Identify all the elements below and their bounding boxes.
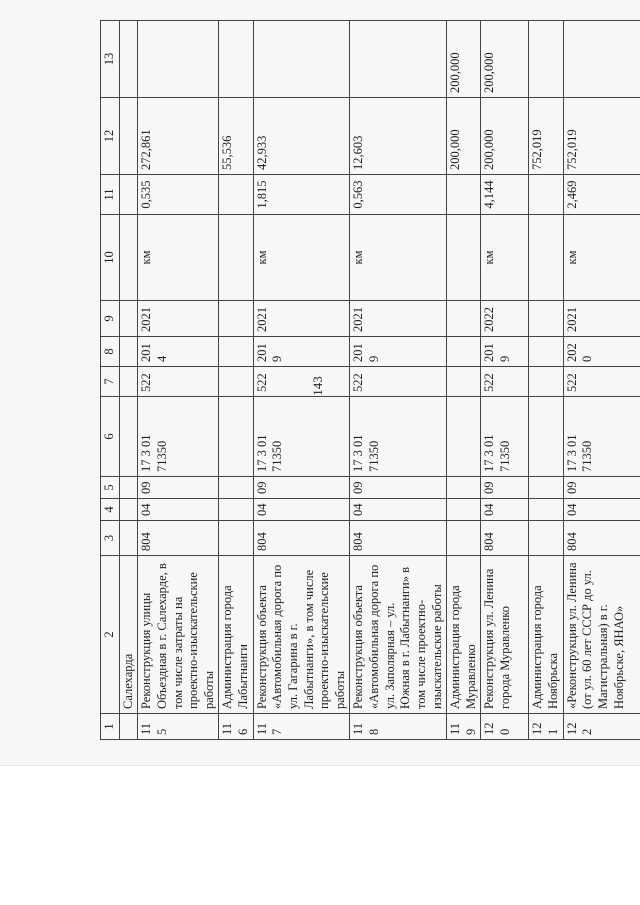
description-cell: Реконструкция улицы Объездная в г. Салехарде, в том числе затраты на проектно-изыскательские работы [138, 556, 219, 714]
table-cell: 2022 [481, 301, 529, 337]
unit-cell [529, 215, 563, 301]
table-cell [447, 175, 481, 215]
table-cell [529, 175, 563, 215]
table-cell [529, 367, 563, 397]
amount-cell: 42,933 [253, 98, 350, 175]
unit-cell: км [138, 215, 219, 301]
row-number-cell: 122 [563, 714, 640, 740]
row-number-cell: 116 [219, 714, 253, 740]
table-row [447, 21, 481, 740]
row-number-cell: 119 [447, 714, 481, 740]
table-row [350, 21, 447, 740]
column-header: 13 [101, 21, 120, 98]
table-cell: 0,535 [138, 175, 219, 215]
table-cell: 04 [253, 499, 350, 521]
amount-cell [219, 21, 253, 98]
table-cell: Салехарда [119, 556, 138, 714]
table-cell: 04 [563, 499, 640, 521]
table-cell: 2021 [253, 301, 350, 337]
table-cell [529, 337, 563, 367]
table-cell: 804 [253, 521, 350, 556]
table-cell: 17 3 01 71350 [350, 397, 447, 477]
table-cell: 804 [350, 521, 447, 556]
amount-cell: 200,000 [481, 21, 529, 98]
table-cell: 2014 [138, 337, 219, 367]
table-cell: 09 [563, 477, 640, 499]
table-cell [529, 499, 563, 521]
table-cell [119, 521, 138, 556]
column-header: 11 [101, 175, 120, 215]
amount-cell [529, 21, 563, 98]
table-cell: 522 [138, 367, 219, 397]
table-cell: 09 [350, 477, 447, 499]
unit-cell: км [253, 215, 350, 301]
column-header: 4 [101, 499, 120, 521]
description-cell: Администрация города Ноябрьска [529, 556, 563, 714]
table-cell: 09 [138, 477, 219, 499]
table-cell [219, 367, 253, 397]
column-header: 9 [101, 301, 120, 337]
page-number: 143 [310, 376, 325, 396]
column-header: 2 [101, 556, 120, 714]
description-cell: Реконструкция ул. Ленина города Муравленко [481, 556, 529, 714]
table-cell [219, 301, 253, 337]
table-cell: 2021 [563, 301, 640, 337]
table-cell: 2021 [138, 301, 219, 337]
table-row [529, 21, 563, 740]
table-cell [447, 367, 481, 397]
column-header: 8 [101, 337, 120, 367]
table-cell: 17 3 01 71350 [563, 397, 640, 477]
amount-cell [253, 21, 350, 98]
table-cell [119, 21, 138, 98]
unit-cell: км [350, 215, 447, 301]
table-cell [529, 477, 563, 499]
table-cell: 17 3 01 71350 [253, 397, 350, 477]
table-cell: 17 3 01 71350 [481, 397, 529, 477]
table-cell: 522 [350, 367, 447, 397]
amount-cell: 12,603 [350, 98, 447, 175]
table-cell [119, 714, 138, 740]
description-cell: Реконструкция объекта «Автомобильная дорога по ул. Заполярная – ул. Южная в г. Лабытнанги» в том числе проектно-изыскательские работы [350, 556, 447, 714]
table-cell: 2019 [253, 337, 350, 367]
column-header: 12 [101, 98, 120, 175]
table-cell [219, 521, 253, 556]
column-header: 1 [101, 714, 120, 740]
table-cell [119, 499, 138, 521]
amount-cell [138, 21, 219, 98]
column-header: 3 [101, 521, 120, 556]
amount-cell: 200,000 [447, 98, 481, 175]
amount-cell: 200,000 [481, 98, 529, 175]
table-cell [119, 98, 138, 175]
table-cell [219, 175, 253, 215]
amount-cell [563, 21, 640, 98]
table-cell [119, 477, 138, 499]
table-row [563, 21, 640, 740]
table-row [481, 21, 529, 740]
row-number-cell: 121 [529, 714, 563, 740]
table-cell: 1,815 [253, 175, 350, 215]
table-cell [119, 337, 138, 367]
table-cell [447, 477, 481, 499]
table-cell [219, 499, 253, 521]
table-cell: 2019 [350, 337, 447, 367]
description-cell: «Реконструкция ул. Ленина (от ул. 60 лет СССР до ул. Магистральная) в г. Ноябрьске, ЯНАО» [563, 556, 640, 714]
table-cell [529, 521, 563, 556]
table-row [138, 21, 219, 740]
unit-cell: км [481, 215, 529, 301]
table-row [253, 21, 350, 740]
row-number-cell: 117 [253, 714, 350, 740]
row-number-cell: 120 [481, 714, 529, 740]
table-cell [119, 215, 138, 301]
rotated-table-container [100, 22, 626, 740]
column-header: 6 [101, 397, 120, 477]
budget-table [100, 20, 640, 740]
unit-cell [219, 215, 253, 301]
amount-cell: 55,536 [219, 98, 253, 175]
description-cell: Реконструкция объекта «Автомобильная дорога по ул. Гагарина в г. Лабытнанги», в том числе проектно-изыскательские работы [253, 556, 350, 714]
table-cell: 522 [253, 367, 350, 397]
table-cell [447, 301, 481, 337]
table-cell [529, 397, 563, 477]
column-header: 10 [101, 215, 120, 301]
table-cell [529, 301, 563, 337]
table-cell: 2020 [563, 337, 640, 367]
table-cell: 2,469 [563, 175, 640, 215]
unit-cell [447, 215, 481, 301]
table-cell [447, 499, 481, 521]
unit-cell: км [563, 215, 640, 301]
table-cell: 2019 [481, 337, 529, 367]
table-cell: 804 [138, 521, 219, 556]
table-cell [119, 175, 138, 215]
table-cell: 04 [350, 499, 447, 521]
table-cell: 2021 [350, 301, 447, 337]
table-cell [447, 337, 481, 367]
amount-cell: 272,861 [138, 98, 219, 175]
column-header: 5 [101, 477, 120, 499]
table-cell: 804 [481, 521, 529, 556]
table-cell [219, 397, 253, 477]
row-number-cell: 118 [350, 714, 447, 740]
table-cell: 17 3 01 71350 [138, 397, 219, 477]
table-row [119, 21, 138, 740]
amount-cell: 752,019 [529, 98, 563, 175]
table-cell [119, 301, 138, 337]
amount-cell: 200,000 [447, 21, 481, 98]
table-cell [447, 521, 481, 556]
table-row [219, 21, 253, 740]
table-cell: 0,563 [350, 175, 447, 215]
row-number-cell: 115 [138, 714, 219, 740]
table-cell [119, 397, 138, 477]
amount-cell: 752,019 [563, 98, 640, 175]
table-cell: 804 [563, 521, 640, 556]
header-row [101, 21, 120, 740]
table-cell [447, 397, 481, 477]
table-cell: 522 [563, 367, 640, 397]
column-header: 7 [101, 367, 120, 397]
table-cell [219, 337, 253, 367]
table-cell: 04 [138, 499, 219, 521]
table-cell: 4,144 [481, 175, 529, 215]
table-cell: 09 [481, 477, 529, 499]
description-cell: Администрация города Муравленко [447, 556, 481, 714]
table-cell: 04 [481, 499, 529, 521]
description-cell: Администрация города Лабытнанги [219, 556, 253, 714]
table-cell [219, 477, 253, 499]
table-cell [119, 367, 138, 397]
table-cell: 09 [253, 477, 350, 499]
table-cell: 522 [481, 367, 529, 397]
amount-cell [350, 21, 447, 98]
